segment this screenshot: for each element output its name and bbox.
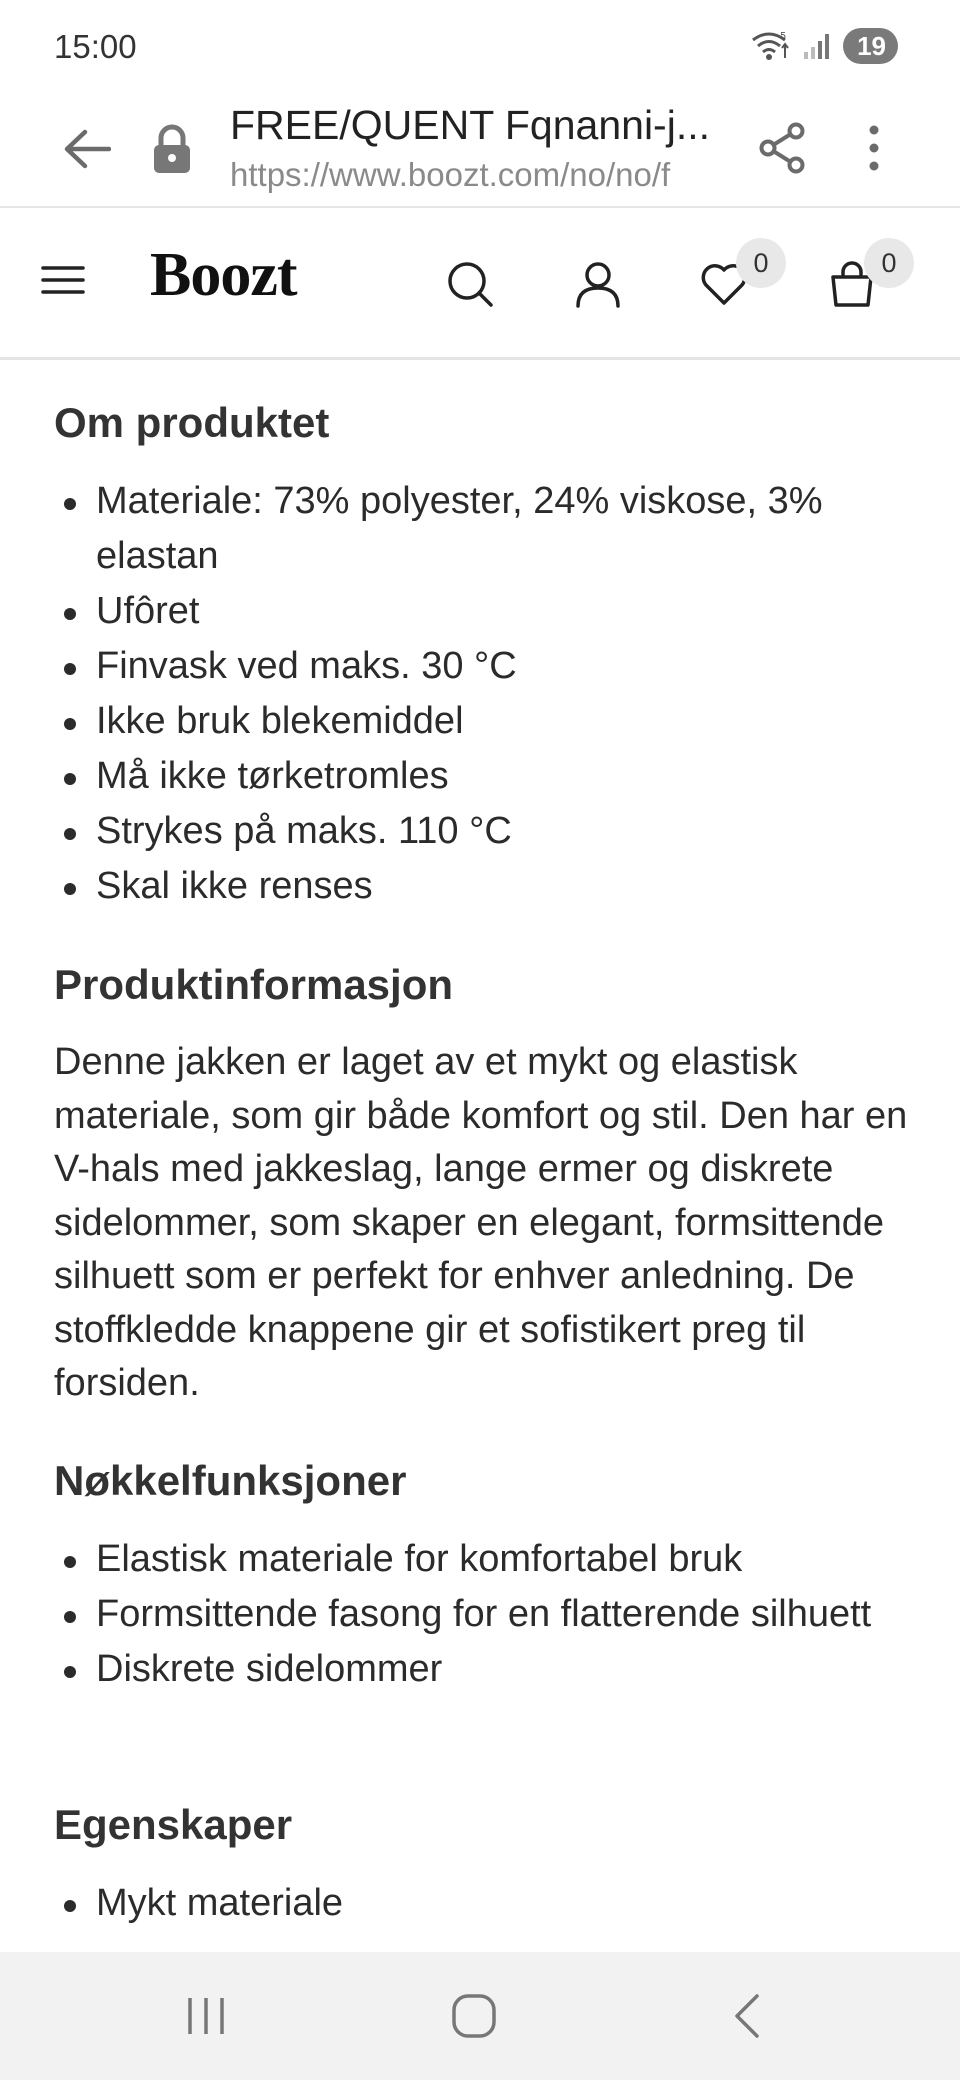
list-item: Strykes på maks. 110 °C [54, 804, 914, 859]
status-time: 15:00 [54, 28, 137, 65]
svg-text:5: 5 [780, 31, 787, 42]
list-item: Ikke bruk blekemiddel [54, 694, 914, 749]
back-arrow-icon[interactable] [56, 118, 118, 180]
recent-apps-icon[interactable] [166, 1976, 246, 2056]
more-vert-icon[interactable] [856, 118, 892, 178]
search-icon[interactable] [440, 254, 500, 314]
signal-icon [803, 32, 831, 60]
list-item: Ufôret [54, 584, 914, 639]
site-logo[interactable]: Boozt [150, 241, 297, 309]
list-item: Må ikke tørketromles [54, 749, 914, 804]
user-icon[interactable] [568, 254, 628, 314]
share-icon[interactable] [752, 118, 812, 178]
properties-list [54, 1876, 914, 1931]
browser-toolbar [0, 96, 960, 208]
page-title[interactable]: FREE/QUENT Fqnanni-j... [230, 102, 710, 148]
list-item: Diskrete sidelommer [54, 1642, 914, 1697]
section-heading-properties: Egenskaper [54, 1801, 293, 1848]
battery-icon: 19 [843, 28, 898, 64]
list-item: Skal ikke renses [54, 859, 914, 914]
site-header [0, 210, 960, 360]
cart-count-badge: 0 [864, 238, 914, 288]
list-item: Finvask ved maks. 30 °C [54, 639, 914, 694]
section-heading-info: Produktinformasjon [54, 961, 454, 1008]
status-bar [0, 0, 960, 96]
list-item: Materiale: 73% polyester, 24% viskose, 3% elastan [54, 474, 914, 584]
hamburger-menu-icon[interactable] [40, 260, 90, 310]
home-icon[interactable] [434, 1976, 514, 2056]
list-item: Elastisk materiale for komfortabel bruk [54, 1532, 914, 1587]
system-nav-bar [0, 1952, 960, 2080]
page-url[interactable]: https://www.boozt.com/no/no/f [230, 156, 671, 193]
list-item: Formsittende fasong for en flatterende silhuett [54, 1587, 914, 1642]
product-info-text: Denne jakken er laget av et mykt og elastisk materiale, som gir både komfort og stil. Den har en V-hals med jakkeslag, lange ermer og diskrete sidelommer, som skaper en elegant, formsittende silhuett som er perfekt for enhver anledning. De stoffkledde knappene gir et sofistikert preg til forsiden. [54, 1041, 908, 1404]
lock-icon[interactable] [150, 122, 194, 176]
list-item: Mykt materiale [54, 1876, 914, 1931]
key-features-list [54, 1532, 914, 1697]
status-icons [751, 28, 898, 64]
wishlist-count-badge: 0 [736, 238, 786, 288]
about-list [54, 474, 914, 914]
nav-back-icon[interactable] [706, 1976, 786, 2056]
section-heading-key-features: Nøkkelfunksjoner [54, 1457, 407, 1504]
section-heading-about: Om produktet [54, 399, 330, 446]
wifi-5g-icon [751, 30, 791, 62]
